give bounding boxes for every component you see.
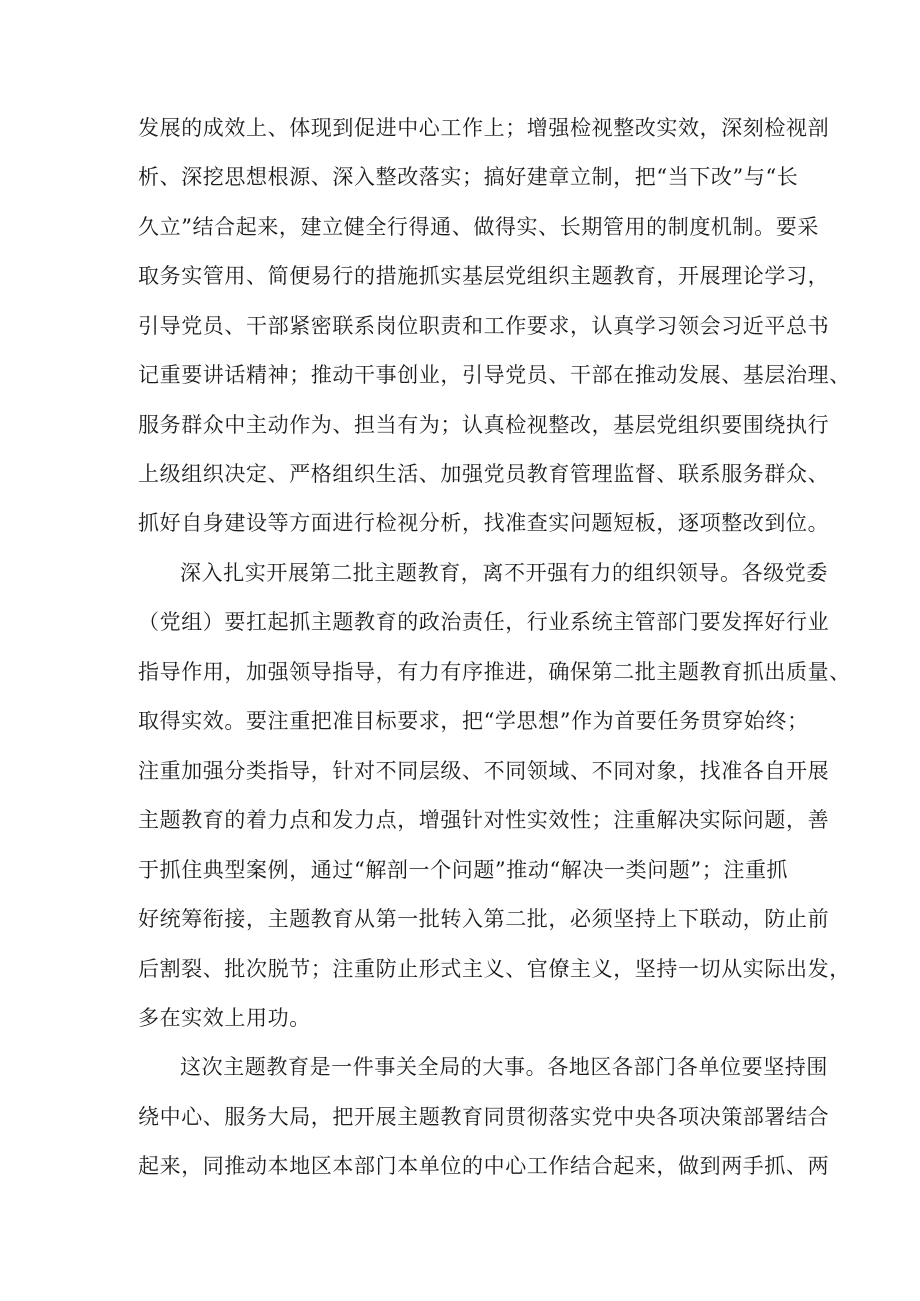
text-line: 引导党员、干部紧密联系岗位职责和工作要求，认真学习领会习近平总书 <box>138 314 830 338</box>
text-line: 于抓住典型案例，通过“解剖一个问题”推动“解决一类问题”；注重抓 <box>138 858 789 882</box>
text-line: 深入扎实开展第二批主题教育，离不开强有力的组织领导。各级党委 <box>180 561 828 585</box>
text-line: 这次主题教育是一件事关全局的大事。各地区各部门各单位要坚持围 <box>180 1055 828 1079</box>
text-line: 析、深挖思想根源、深入整改落实；搞好建章立制，把“当下改”与“长 <box>138 165 799 189</box>
text-line: 起来，同推动本地区本部门本单位的中心工作结合起来，做到两手抓、两 <box>138 1154 830 1178</box>
text-line: 指导作用，加强领导指导，有力有序推进，确保第二批主题教育抓出质量、 <box>138 660 851 684</box>
text-line: 久立”结合起来，建立健全行得通、做得实、长期管用的制度机制。要采 <box>138 215 819 239</box>
text-line: 抓好自身建设等方面进行检视分析，找准查实问题短板，逐项整改到位。 <box>138 511 830 535</box>
text-line: （党组）要扛起抓主题教育的政治责任，行业系统主管部门要发挥好行业 <box>138 610 830 634</box>
text-line: 上级组织决定、严格组织生活、加强党员教育管理监督、联系服务群众、 <box>138 462 830 486</box>
text-line: 记重要讲话精神；推动干事创业，引导党员、干部在推动发展、基层治理、 <box>138 363 851 387</box>
text-line: 后割裂、批次脱节；注重防止形式主义、官僚主义，坚持一切从实际出发， <box>138 957 851 981</box>
text-line: 绕中心、服务大局，把开展主题教育同贯彻落实党中央各项决策部署结合 <box>138 1105 830 1129</box>
text-line: 取得实效。要注重把准目标要求，把“学思想”作为首要任务贯穿始终； <box>138 709 809 733</box>
text-line: 注重加强分类指导，针对不同层级、不同领域、不同对象，找准各自开展 <box>138 759 830 783</box>
text-line: 取务实管用、简便易行的措施抓实基层党组织主题教育，开展理论学习， <box>138 264 830 288</box>
text-line: 主题教育的着力点和发力点，增强针对性实效性；注重解决实际问题，善 <box>138 808 830 832</box>
text-line: 服务群众中主动作为、担当有为；认真检视整改，基层党组织要围绕执行 <box>138 413 830 437</box>
text-line: 发展的成效上、体现到促进中心工作上；增强检视整改实效，深刻检视剖 <box>138 116 830 140</box>
text-line: 好统筹衔接，主题教育从第一批转入第二批，必须坚持上下联动，防止前 <box>138 907 830 931</box>
text-line: 多在实效上用功。 <box>138 1006 311 1030</box>
